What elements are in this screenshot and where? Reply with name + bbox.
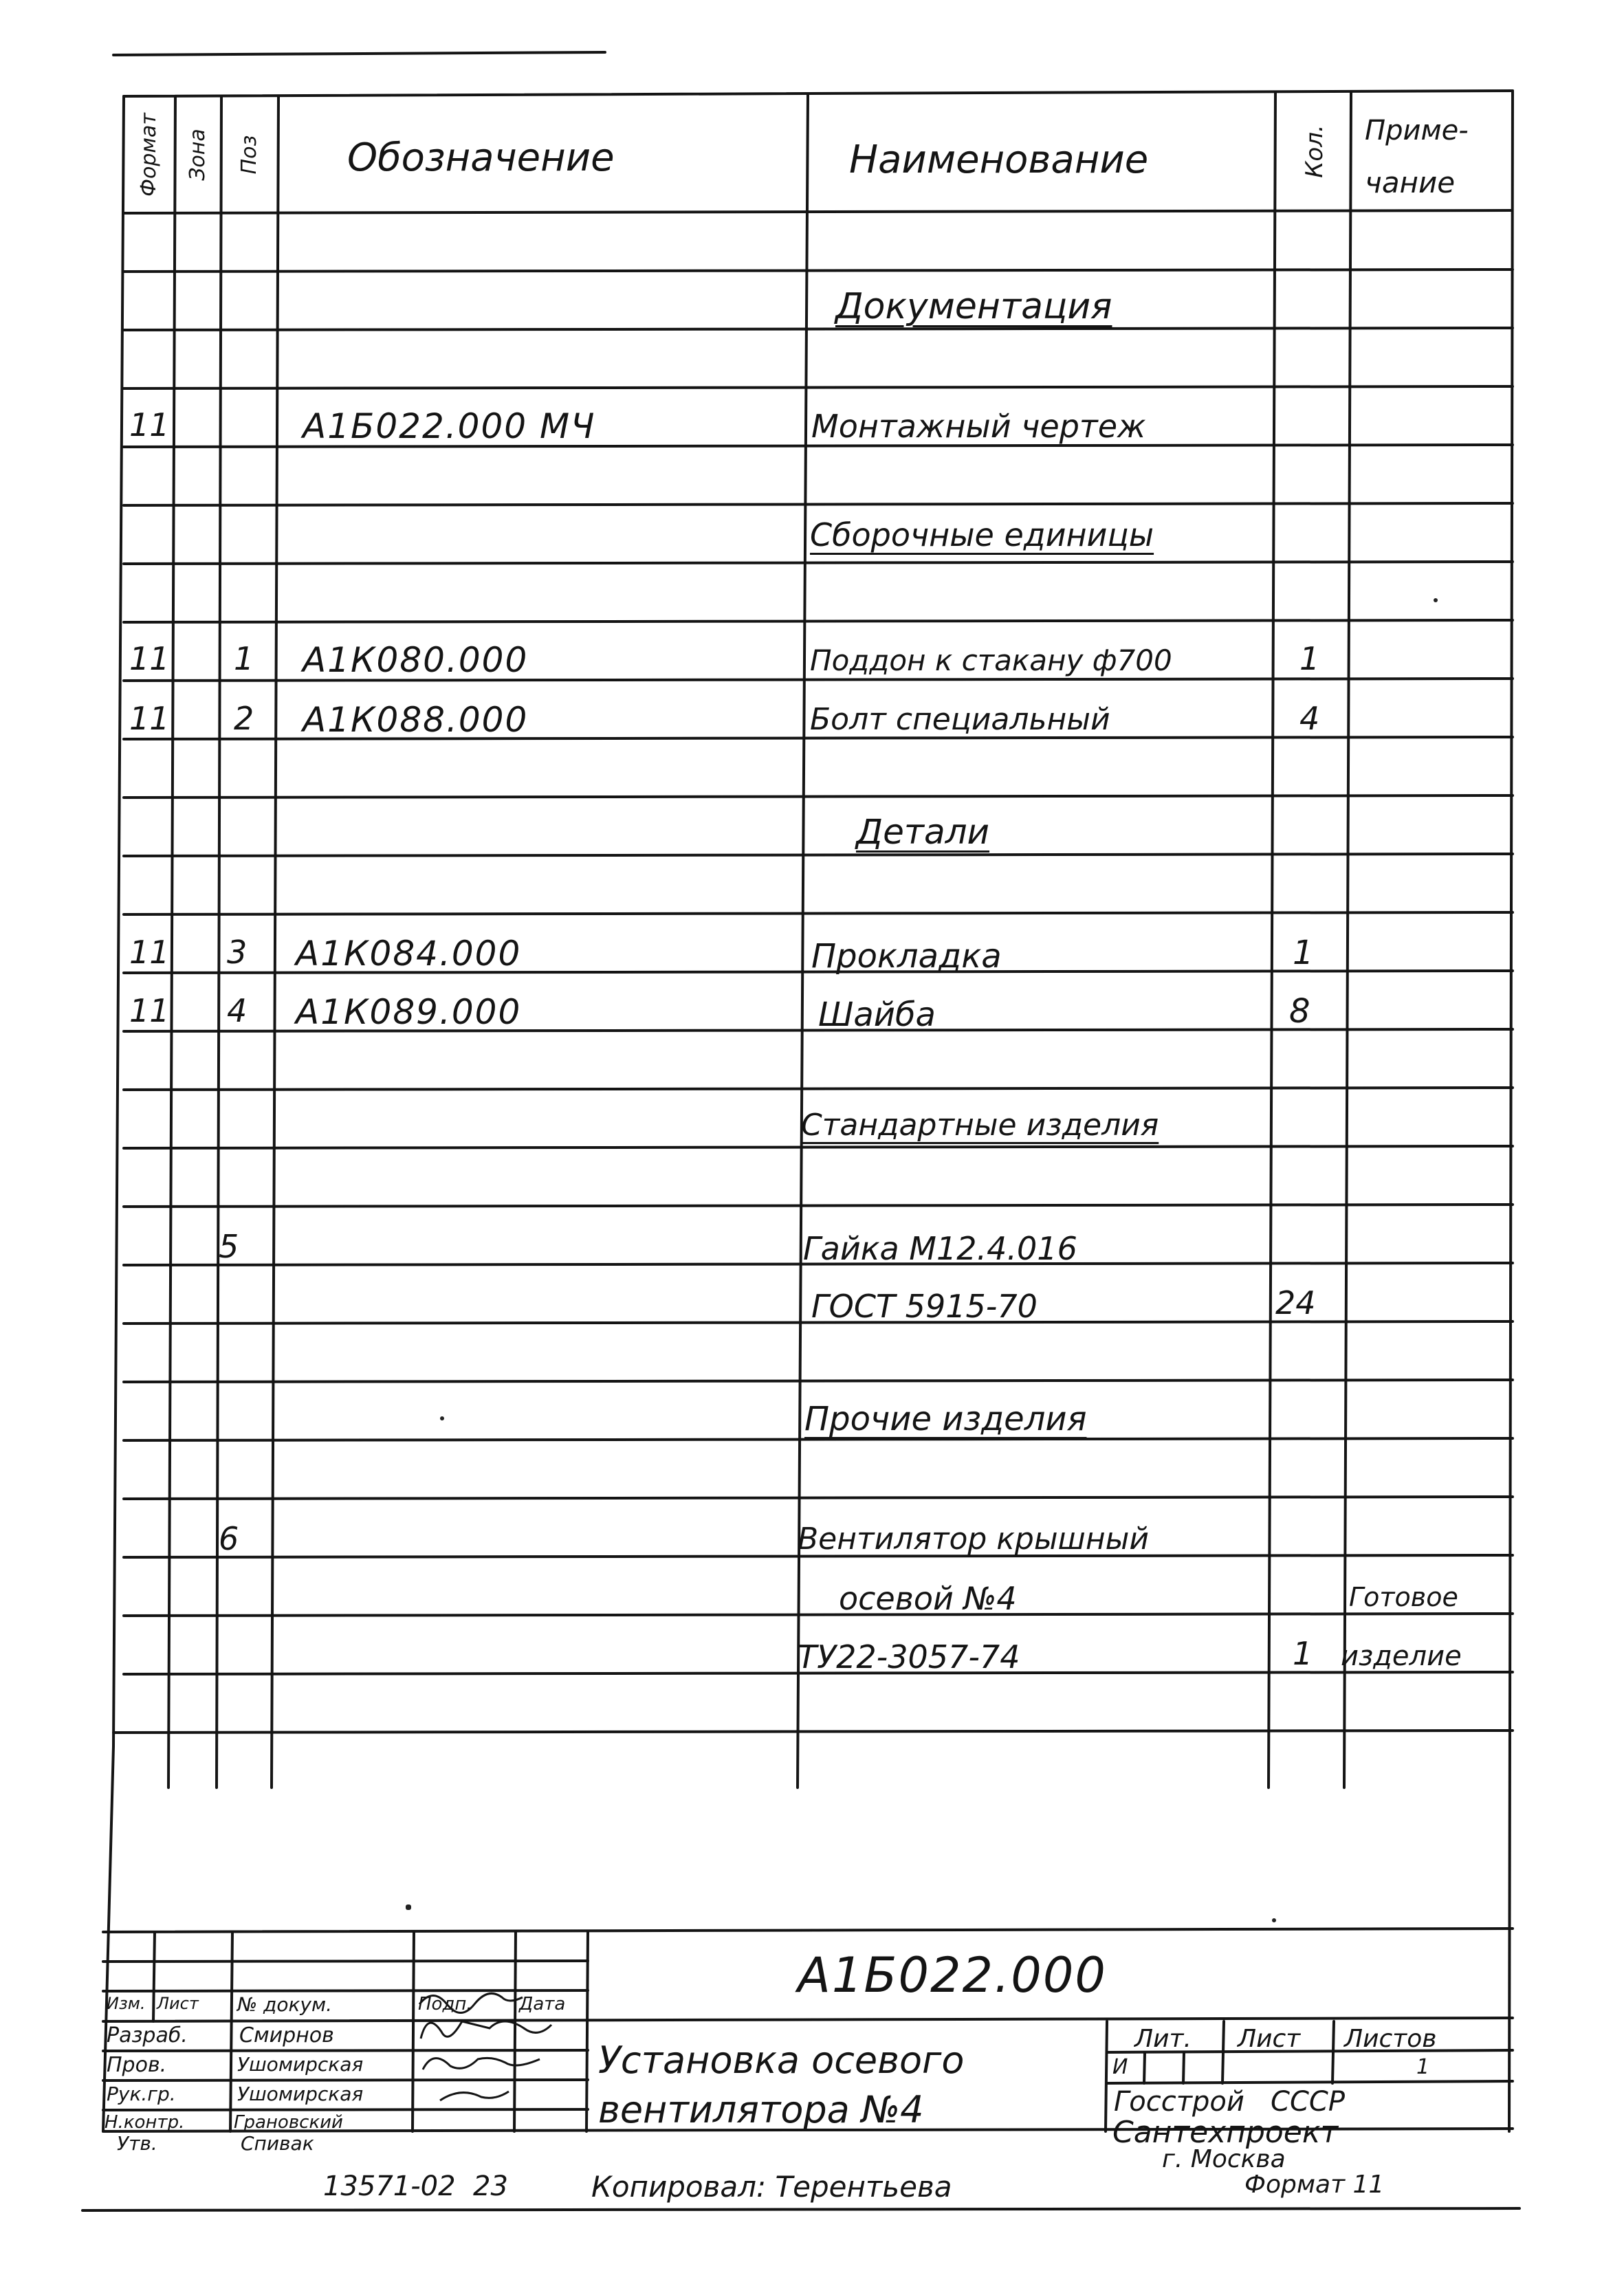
row-6-name: Прокладка	[811, 937, 1002, 976]
row-7-qty: 8	[1289, 992, 1310, 1031]
row-4-name: Болт специальный	[810, 702, 1110, 737]
role-5: Утв.	[117, 2132, 157, 2155]
row-7-code: А1К089.000	[296, 992, 522, 1032]
role-1-name: Смирнов	[239, 2023, 334, 2047]
row-3-code: А1К080.000	[303, 640, 529, 680]
row-13-name: осевой №4	[839, 1580, 1017, 1617]
section-details: Детали	[856, 812, 990, 852]
row-7-pos: 4	[227, 992, 248, 1029]
role-2: Пров.	[107, 2053, 167, 2077]
row-7-name: Шайба	[818, 996, 936, 1034]
row-10-name: ГОСТ 5915-70	[811, 1288, 1038, 1325]
row-3-format: 11	[129, 640, 170, 677]
header-name: Наименование	[849, 138, 1149, 182]
col-podp: Подп.	[418, 1994, 472, 2014]
row-1-name: Монтажный чертеж	[811, 408, 1146, 445]
section-other-items: Прочие изделия	[804, 1400, 1087, 1438]
sheets-label: Листов	[1344, 2025, 1437, 2053]
row-3-qty: 1	[1299, 640, 1320, 677]
role-3: Рук.гр.	[107, 2083, 176, 2105]
title-line-2: вентилятора №4	[598, 2088, 924, 2131]
row-14-qty: 1	[1293, 1635, 1313, 1672]
scan-speck	[406, 1904, 411, 1910]
row-9-pos: 5	[219, 1228, 239, 1265]
row-6-format: 11	[129, 934, 170, 971]
col-ndoc: № докум.	[237, 1993, 333, 2016]
row-4-pos: 2	[234, 700, 254, 737]
section-assembly-units: Сборочные единицы	[810, 516, 1154, 553]
footer-copied: Копировал: Терентьева	[591, 2170, 952, 2204]
row-6-pos: 3	[227, 934, 248, 971]
role-4-name: Грановский	[234, 2112, 343, 2133]
header-pos: Поз	[237, 135, 261, 175]
header-designation: Обозначение	[347, 135, 615, 180]
header-note-2: чание	[1365, 166, 1456, 199]
col-izm: Изм.	[107, 1994, 146, 2013]
row-4-qty: 4	[1299, 700, 1320, 737]
row-13-note: Готовое	[1349, 1582, 1458, 1612]
row-1-format: 11	[129, 406, 170, 443]
row-4-format: 11	[129, 700, 170, 737]
row-12-pos: 6	[219, 1520, 239, 1557]
col-data: Дата	[519, 1994, 566, 2014]
row-6-code: А1К084.000	[296, 934, 522, 974]
header-zone: Зона	[186, 129, 210, 181]
row-14-note: изделие	[1341, 1640, 1462, 1672]
row-10-qty: 24	[1275, 1284, 1316, 1321]
role-2-name: Ушомирская	[237, 2053, 364, 2076]
row-6-qty: 1	[1293, 934, 1314, 972]
scan-speck	[1272, 1918, 1276, 1922]
lit-value: И	[1112, 2055, 1128, 2079]
org-line-3: г. Москва	[1162, 2145, 1286, 2173]
row-12-name: Вентилятор крышный	[798, 1522, 1149, 1557]
footer-format: Формат 11	[1244, 2171, 1385, 2199]
row-7-format: 11	[129, 992, 170, 1029]
header-note-1: Приме-	[1365, 115, 1469, 146]
role-3-name: Ушомирская	[237, 2083, 364, 2105]
role-5-name: Спивак	[241, 2132, 314, 2155]
section-documentation: Документация	[835, 286, 1112, 327]
header-format: Формат	[137, 113, 161, 197]
footer-left: 13571-02 23	[323, 2171, 508, 2202]
section-standard-items: Стандартные изделия	[801, 1108, 1159, 1143]
scan-speck	[440, 1416, 444, 1420]
row-4-code: А1К088.000	[303, 700, 529, 740]
sheets-value: 1	[1416, 2055, 1430, 2079]
row-3-name: Поддон к стакану ф700	[810, 644, 1172, 677]
scan-speck	[1434, 598, 1438, 602]
title-line-1: Установка осевого	[598, 2039, 965, 2082]
col-list: Лист	[157, 1994, 199, 2013]
lit-label: Лит.	[1134, 2025, 1192, 2053]
org-line-1: Госстрой СССР	[1114, 2086, 1345, 2118]
row-1-code: А1Б022.000 МЧ	[303, 406, 596, 446]
sheet-label: Лист	[1238, 2025, 1301, 2053]
role-1: Разраб.	[107, 2023, 188, 2047]
row-3-pos: 1	[234, 640, 254, 677]
header-qty: Кол.	[1301, 124, 1328, 178]
row-9-name: Гайка М12.4.016	[803, 1230, 1077, 1267]
org-line-2: Сантехпроект	[1112, 2115, 1339, 2150]
row-14-name: ТУ22-3057-74	[798, 1638, 1020, 1676]
doc-code: А1Б022.000	[798, 1947, 1107, 2003]
role-4: Н.контр.	[105, 2112, 185, 2133]
